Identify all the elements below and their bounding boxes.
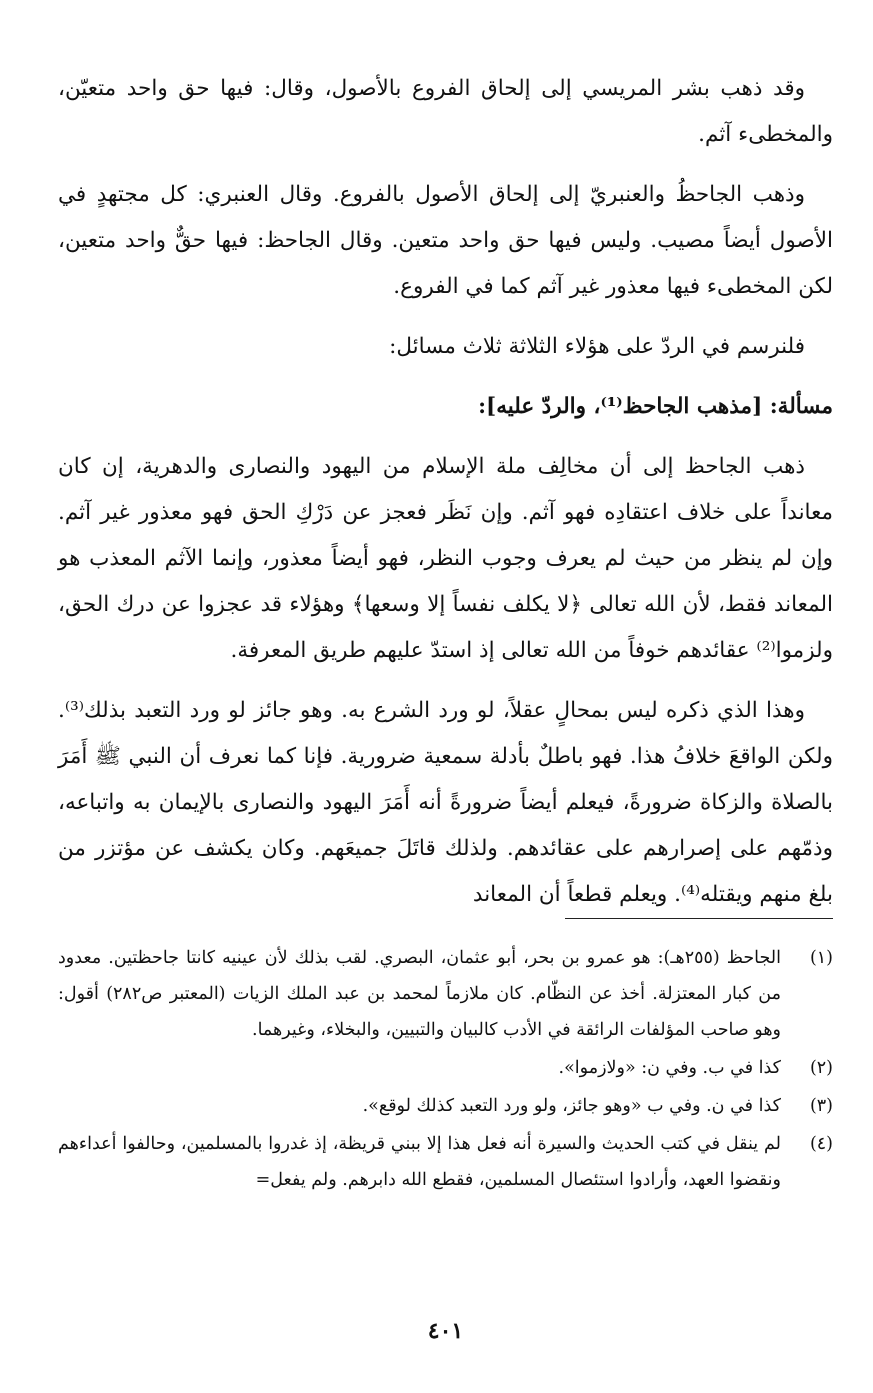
paragraph-5: وهذا الذي ذكره ليس بمحالٍ عقلاً، لو ورد الشرع به. وهو جائز لو ورد التعبد بذلك⁽³⁾. ولكن الواقعَ خلافُ هذا. فهو باطلٌ بأدلة سمعية ضرورية. فإنا كما نعرف أن النبي ﷺ أَمَرَ بالصلاة والزكاة ضرورةً، فيعلم أيضاً ضرورةً أنه أَمَرَ اليهود والنصارى بالإيمان به واتباعه، وذمّهم على إصرارهم على عقائدهم. ولذلك قاتَلَ جميعَهم. وكان يكشف عن مؤتزر من بلغ منهم ويقتله⁽⁴⁾. ويعلم قطعاً أن المعاند [58, 698, 833, 907]
footnote-text: كذا في ب. وفي ن: «ولازموا». [558, 1058, 781, 1078]
footnote-text: الجاحظ (٢٥٥هـ): هو عمرو بن بحر، أبو عثمان، البصري. لقب بذلك لأن عينيه كانتا جاحظتين. معدود من كبار المعتزلة. أخذ عن النظّام. كان ملازماً لمحمد بن عبد الملك الزيات (المعتبر ص٢٨٢) أقول: وهو صاحب المؤلفات الرائقة في الأدب كالبيان والتبيين، والبخلاء، وغيرهما. [58, 948, 781, 1040]
paragraph-3: فلنرسم في الردّ على هؤلاء الثلاثة ثلاث مسائل: [389, 334, 805, 359]
footnote-number: (٢) [809, 1058, 833, 1078]
footnote-text: كذا في ن. وفي ب «وهو جائز، ولو ورد التعبد كذلك لوقع». [362, 1096, 781, 1116]
page-number: ٤٠١ [427, 1318, 464, 1344]
footnote-item [58, 1126, 833, 1198]
footnote-item [58, 940, 833, 1048]
paragraph-1: وقد ذهب بشر المريسي إلى إلحاق الفروع بالأصول، وقال: فيها حق واحد متعيّن، والمخطىء آثم. [58, 76, 833, 147]
footnote-separator [565, 918, 833, 919]
footnote-item [58, 1088, 833, 1124]
footnote-number: (٤) [809, 1134, 833, 1154]
main-text [58, 66, 833, 918]
book-page [58, 66, 833, 1393]
paragraph-2: وذهب الجاحظُ والعنبريّ إلى إلحاق الأصول بالفروع. وقال العنبري: كل مجتهدٍ في الأصول أيضاً مصيب. وليس فيها حق واحد متعين. وقال الجاحظ: فيها حقٌّ واحد متعين، لكن المخطىء فيها معذور غير آثم كما في الفروع. [58, 182, 833, 299]
footnotes [58, 940, 833, 1200]
footnote-number: (٣) [809, 1096, 833, 1116]
section-heading: مسألة: [مذهب الجاحظ⁽¹⁾، والردّ عليه]: [478, 394, 833, 419]
paragraph-4: ذهب الجاحظ إلى أن مخالِف ملة الإسلام من اليهود والنصارى والدهرية، إن كان معانداً على خلاف اعتقادِه فهو آثم. وإن نَظَر فعجز عن دَرْكِ الحق فهو معذور غير آثم. وإن لم ينظر من حيث لم يعرف وجوب النظر، فهو أيضاً معذور، وإنما الآثم المعذب هو المعاند فقط، لأن الله تعالى ﴿لا يكلف نفساً إلا وسعها﴾ وهؤلاء قد عجزوا عن درك الحق، ولزموا⁽²⁾ عقائدهم خوفاً من الله تعالى إذ استدّ عليهم طريق المعرفة. [58, 454, 833, 663]
footnote-number: (١) [809, 948, 833, 968]
footnote-text: لم ينقل في كتب الحديث والسيرة أنه فعل هذا إلا ببني قريظة، إذ غدروا بالمسلمين، وحالفوا أعداءهم ونقضوا العهد، وأرادوا استئصال المسلمين، فقطع الله دابرهم. ولم يفعل= [58, 1134, 781, 1190]
footnote-item [58, 1050, 833, 1086]
